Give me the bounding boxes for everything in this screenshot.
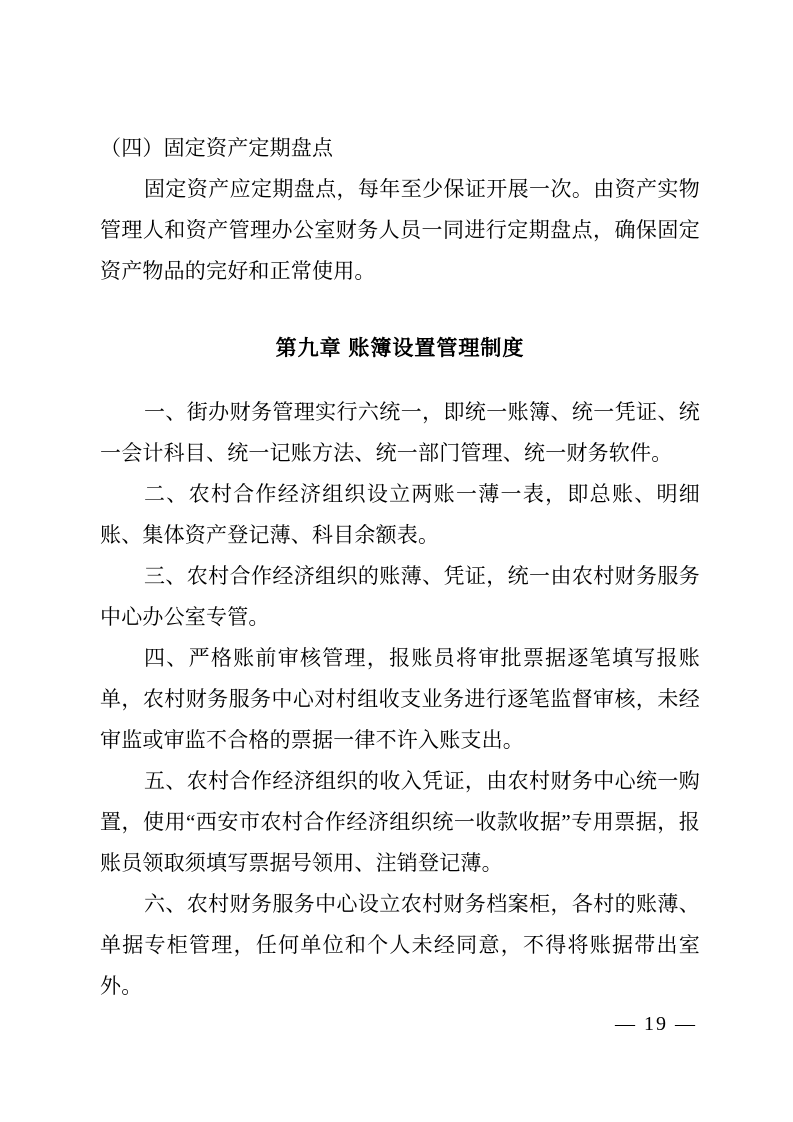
list-item: 四、严格账前审核管理，报账员将审批票据逐笔填写报账单，农村财务服务中心对村组收支业务进行逐笔监督审核，未经审监或审监不合格的票据一律不许入账支出。	[100, 646, 700, 752]
list-item: 二、农村合作经济组织设立两账一薄一表，即总账、明细账、集体资产登记薄、科目余额表。	[100, 482, 700, 547]
section-heading: （四）固定资产定期盘点	[100, 136, 334, 160]
list-item: 五、农村合作经济组织的收入凭证，由农村财务中心统一购置，使用“西安市农村合作经济组织统一收款收据”专用票据，报账员领取须填写票据号领用、注销登记薄。	[100, 769, 700, 875]
list-item: 三、农村合作经济组织的账薄、凭证，统一由农村财务服务中心办公室专管。	[100, 564, 700, 629]
section-body-paragraph: 固定资产应定期盘点，每年至少保证开展一次。由资产实物管理人和资产管理办公室财务人员一同进行定期盘点，确保固定资产物品的完好和正常使用。	[100, 177, 700, 283]
spacer-after-chapter	[100, 362, 700, 392]
list-item: 六、农村财务服务中心设立农村财务档案柜，各村的账薄、单据专柜管理，任何单位和个人未经同意，不得将账据带出室外。	[100, 892, 700, 998]
spacer-before-chapter	[100, 292, 700, 332]
page-number: — 19 —	[615, 1013, 697, 1035]
page-content	[100, 128, 700, 1007]
list-item: 一、街办财务管理实行六统一，即统一账簿、统一凭证、统一会计科目、统一记账方法、统一部门管理、统一财务软件。	[100, 400, 700, 465]
chapter-title: 第九章 账簿设置管理制度	[275, 337, 525, 360]
